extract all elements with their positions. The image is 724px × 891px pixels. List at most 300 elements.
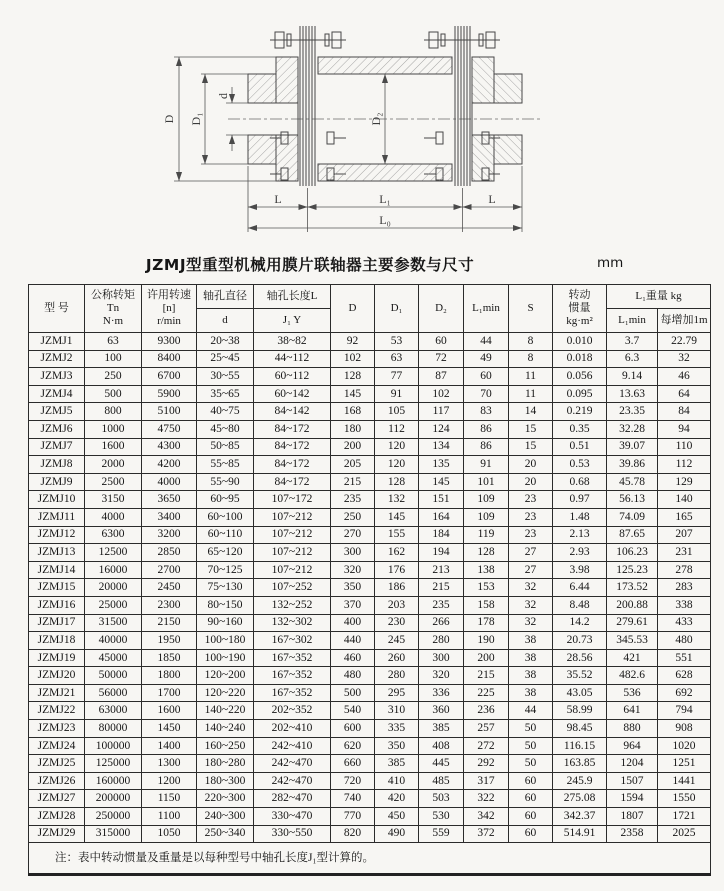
cell-D2: 280 xyxy=(419,632,464,650)
cell-weight-L1min: 421 xyxy=(607,649,658,667)
cell-L1min: 83 xyxy=(464,403,509,421)
cell-L1min: 44 xyxy=(464,333,509,351)
cell-bore-len: 84~172 xyxy=(254,420,331,438)
cell-S: 60 xyxy=(509,772,553,790)
cell-D: 500 xyxy=(331,684,375,702)
cell-S: 44 xyxy=(509,702,553,720)
cell-D2: 135 xyxy=(419,456,464,474)
cell-L1min: 158 xyxy=(464,596,509,614)
cell-torque: 100000 xyxy=(85,737,142,755)
col-header-bore-length: 轴孔长度L xyxy=(254,285,331,309)
cell-weight-per-m: 231 xyxy=(658,544,711,562)
cell-bore-len: 38~82 xyxy=(254,333,331,351)
cell-bore-dia: 80~150 xyxy=(197,596,254,614)
cell-torque: 80000 xyxy=(85,720,142,738)
cell-bore-len: 167~302 xyxy=(254,632,331,650)
coupling-technical-drawing xyxy=(0,0,724,250)
cell-D: 250 xyxy=(331,508,375,526)
cell-D: 180 xyxy=(331,420,375,438)
table-row xyxy=(29,755,711,773)
cell-weight-L1min: 1204 xyxy=(607,755,658,773)
cell-weight-per-m: 84 xyxy=(658,403,711,421)
cell-L1min: 109 xyxy=(464,491,509,509)
cell-bore-dia: 50~85 xyxy=(197,438,254,456)
cell-bore-dia: 100~190 xyxy=(197,649,254,667)
cell-D2: 72 xyxy=(419,350,464,368)
table-row xyxy=(29,790,711,808)
table-row xyxy=(29,368,711,386)
cell-weight-per-m: 165 xyxy=(658,508,711,526)
cell-bore-dia: 240~300 xyxy=(197,808,254,826)
cell-model: JZMJ26 xyxy=(29,772,85,790)
cell-speed: 2700 xyxy=(142,561,197,579)
cell-D1: 128 xyxy=(375,473,419,491)
cell-bore-dia: 90~160 xyxy=(197,614,254,632)
cell-bore-len: 60~142 xyxy=(254,385,331,403)
cell-bore-len: 60~112 xyxy=(254,368,331,386)
table-row xyxy=(29,403,711,421)
cell-model: JZMJ29 xyxy=(29,825,85,843)
cell-speed: 8400 xyxy=(142,350,197,368)
cell-S: 32 xyxy=(509,596,553,614)
cell-bore-len: 242~410 xyxy=(254,737,331,755)
cell-weight-per-m: 110 xyxy=(658,438,711,456)
cell-weight-per-m: 46 xyxy=(658,368,711,386)
dim-label-L-right: L xyxy=(488,192,496,206)
parameters-table xyxy=(28,284,711,876)
cell-inertia: 0.095 xyxy=(553,385,607,403)
cell-weight-L1min: 45.78 xyxy=(607,473,658,491)
cell-weight-per-m: 551 xyxy=(658,649,711,667)
cell-bore-dia: 140~240 xyxy=(197,720,254,738)
col-header-bore-diameter-sub: d xyxy=(197,309,254,333)
cell-model: JZMJ12 xyxy=(29,526,85,544)
cell-S: 11 xyxy=(509,368,553,386)
cell-inertia: 20.73 xyxy=(553,632,607,650)
table-row xyxy=(29,667,711,685)
cell-weight-per-m: 480 xyxy=(658,632,711,650)
cell-bore-dia: 65~120 xyxy=(197,544,254,562)
cell-weight-L1min: 39.07 xyxy=(607,438,658,456)
bolt-mid xyxy=(270,132,346,144)
cell-model: JZMJ7 xyxy=(29,438,85,456)
cell-speed: 2300 xyxy=(142,596,197,614)
cell-D: 92 xyxy=(331,333,375,351)
cell-inertia: 0.056 xyxy=(553,368,607,386)
cell-S: 32 xyxy=(509,614,553,632)
cell-L1min: 190 xyxy=(464,632,509,650)
cell-bore-dia: 120~200 xyxy=(197,667,254,685)
cell-D1: 310 xyxy=(375,702,419,720)
cell-inertia: 1.48 xyxy=(553,508,607,526)
cell-bore-dia: 180~280 xyxy=(197,755,254,773)
cell-D2: 117 xyxy=(419,403,464,421)
cell-D2: 320 xyxy=(419,667,464,685)
dim-label-L-left: L xyxy=(274,192,282,206)
cell-speed: 3200 xyxy=(142,526,197,544)
cell-bore-len: 84~172 xyxy=(254,438,331,456)
cell-weight-per-m: 22.79 xyxy=(658,333,711,351)
cell-torque: 315000 xyxy=(85,825,142,843)
cell-model: JZMJ17 xyxy=(29,614,85,632)
cell-speed: 1300 xyxy=(142,755,197,773)
cell-bore-dia: 180~300 xyxy=(197,772,254,790)
cell-bore-dia: 30~55 xyxy=(197,368,254,386)
cell-weight-L1min: 87.65 xyxy=(607,526,658,544)
cell-torque: 4000 xyxy=(85,508,142,526)
cell-weight-L1min: 39.86 xyxy=(607,456,658,474)
cell-D: 320 xyxy=(331,561,375,579)
hub-left xyxy=(248,26,346,186)
cell-S: 50 xyxy=(509,737,553,755)
cell-D2: 530 xyxy=(419,808,464,826)
cell-bore-dia: 25~45 xyxy=(197,350,254,368)
cell-D2: 266 xyxy=(419,614,464,632)
cell-inertia: 0.51 xyxy=(553,438,607,456)
cell-D2: 134 xyxy=(419,438,464,456)
cell-bore-len: 132~302 xyxy=(254,614,331,632)
cell-bore-len: 242~470 xyxy=(254,755,331,773)
table-row xyxy=(29,632,711,650)
cell-model: JZMJ14 xyxy=(29,561,85,579)
cell-speed: 4200 xyxy=(142,456,197,474)
cell-L1min: 91 xyxy=(464,456,509,474)
col-header-bore-length-sub: J₁ Y xyxy=(254,309,331,333)
cell-bore-dia: 60~110 xyxy=(197,526,254,544)
cell-L1min: 215 xyxy=(464,667,509,685)
cell-D: 600 xyxy=(331,720,375,738)
cell-D: 128 xyxy=(331,368,375,386)
cell-bore-len: 107~172 xyxy=(254,491,331,509)
cell-D2: 87 xyxy=(419,368,464,386)
table-row xyxy=(29,825,711,843)
cell-bore-len: 330~470 xyxy=(254,808,331,826)
cell-D2: 145 xyxy=(419,473,464,491)
cell-D1: 112 xyxy=(375,420,419,438)
cell-D1: 203 xyxy=(375,596,419,614)
table-row xyxy=(29,772,711,790)
cell-weight-per-m: 283 xyxy=(658,579,711,597)
dim-label-D1: D₁ xyxy=(189,112,203,126)
cell-L1min: 272 xyxy=(464,737,509,755)
cell-model: JZMJ22 xyxy=(29,702,85,720)
cell-D: 460 xyxy=(331,649,375,667)
cell-bore-dia: 60~100 xyxy=(197,508,254,526)
dim-label-D2: D₂ xyxy=(369,112,383,126)
table-row xyxy=(29,333,711,351)
cell-bore-len: 167~352 xyxy=(254,667,331,685)
cell-D: 215 xyxy=(331,473,375,491)
cell-inertia: 43.05 xyxy=(553,684,607,702)
cell-bore-len: 84~142 xyxy=(254,403,331,421)
cell-D1: 91 xyxy=(375,385,419,403)
table-body xyxy=(29,333,711,843)
dim-label-L0: L₀ xyxy=(379,213,391,227)
cell-torque: 63 xyxy=(85,333,142,351)
cell-torque: 500 xyxy=(85,385,142,403)
diaphragm-pack xyxy=(300,26,315,186)
cell-S: 38 xyxy=(509,684,553,702)
cell-torque: 1600 xyxy=(85,438,142,456)
cell-D2: 503 xyxy=(419,790,464,808)
cell-inertia: 98.45 xyxy=(553,720,607,738)
cell-model: JZMJ5 xyxy=(29,403,85,421)
cell-weight-per-m: 2025 xyxy=(658,825,711,843)
cell-L1min: 292 xyxy=(464,755,509,773)
cell-weight-L1min: 6.3 xyxy=(607,350,658,368)
cell-S: 23 xyxy=(509,526,553,544)
cell-inertia: 0.010 xyxy=(553,333,607,351)
cell-model: JZMJ11 xyxy=(29,508,85,526)
cell-model: JZMJ20 xyxy=(29,667,85,685)
cell-weight-L1min: 964 xyxy=(607,737,658,755)
cell-speed: 1400 xyxy=(142,737,197,755)
cell-weight-per-m: 1441 xyxy=(658,772,711,790)
cell-torque: 40000 xyxy=(85,632,142,650)
cell-model: JZMJ10 xyxy=(29,491,85,509)
cell-bore-len: 132~252 xyxy=(254,596,331,614)
cell-weight-per-m: 129 xyxy=(658,473,711,491)
cell-torque: 800 xyxy=(85,403,142,421)
cell-D2: 408 xyxy=(419,737,464,755)
cell-D2: 336 xyxy=(419,684,464,702)
cell-D: 400 xyxy=(331,614,375,632)
cell-torque: 12500 xyxy=(85,544,142,562)
cell-weight-L1min: 1594 xyxy=(607,790,658,808)
cell-inertia: 35.52 xyxy=(553,667,607,685)
cell-D1: 490 xyxy=(375,825,419,843)
cell-speed: 1100 xyxy=(142,808,197,826)
cell-torque: 56000 xyxy=(85,684,142,702)
cell-L1min: 86 xyxy=(464,420,509,438)
cell-weight-per-m: 64 xyxy=(658,385,711,403)
cell-bore-len: 107~212 xyxy=(254,561,331,579)
cell-speed: 1850 xyxy=(142,649,197,667)
cell-weight-L1min: 1507 xyxy=(607,772,658,790)
cell-model: JZMJ4 xyxy=(29,385,85,403)
cell-model: JZMJ13 xyxy=(29,544,85,562)
cell-D: 300 xyxy=(331,544,375,562)
cell-inertia: 163.85 xyxy=(553,755,607,773)
cell-bore-dia: 140~220 xyxy=(197,702,254,720)
cell-S: 8 xyxy=(509,333,553,351)
cell-model: JZMJ1 xyxy=(29,333,85,351)
cell-weight-L1min: 23.35 xyxy=(607,403,658,421)
cell-torque: 16000 xyxy=(85,561,142,579)
cell-bore-len: 107~212 xyxy=(254,508,331,526)
cell-D2: 60 xyxy=(419,333,464,351)
cell-weight-L1min: 106.23 xyxy=(607,544,658,562)
table-row xyxy=(29,420,711,438)
col-header-weight-per-m: 每增加1m xyxy=(658,309,711,333)
cell-D1: 145 xyxy=(375,508,419,526)
dim-label-D: D xyxy=(162,114,176,124)
cell-D1: 186 xyxy=(375,579,419,597)
cell-torque: 50000 xyxy=(85,667,142,685)
cell-model: JZMJ25 xyxy=(29,755,85,773)
dim-label-L1: L₁ xyxy=(379,192,391,206)
table-row xyxy=(29,491,711,509)
cell-S: 15 xyxy=(509,420,553,438)
cell-bore-len: 44~112 xyxy=(254,350,331,368)
cell-weight-per-m: 140 xyxy=(658,491,711,509)
cell-weight-per-m: 794 xyxy=(658,702,711,720)
title-bar xyxy=(0,253,724,277)
cell-D: 820 xyxy=(331,825,375,843)
cell-model: JZMJ23 xyxy=(29,720,85,738)
col-header-S: S xyxy=(509,285,553,333)
cell-bore-len: 202~352 xyxy=(254,702,331,720)
cell-model: JZMJ18 xyxy=(29,632,85,650)
cell-D2: 213 xyxy=(419,561,464,579)
cell-D2: 445 xyxy=(419,755,464,773)
col-header-weight-group: L₁重量 kg xyxy=(607,285,711,309)
table-row xyxy=(29,544,711,562)
hub-right xyxy=(424,26,522,186)
cell-speed: 5100 xyxy=(142,403,197,421)
cell-D2: 151 xyxy=(419,491,464,509)
cell-torque: 160000 xyxy=(85,772,142,790)
cell-bore-len: 167~352 xyxy=(254,684,331,702)
cell-L1min: 86 xyxy=(464,438,509,456)
cell-L1min: 317 xyxy=(464,772,509,790)
cell-weight-per-m: 338 xyxy=(658,596,711,614)
cell-L1min: 236 xyxy=(464,702,509,720)
cell-D1: 410 xyxy=(375,772,419,790)
cell-D: 440 xyxy=(331,632,375,650)
cell-bore-dia: 20~38 xyxy=(197,333,254,351)
cell-bore-dia: 70~125 xyxy=(197,561,254,579)
cell-bore-dia: 75~130 xyxy=(197,579,254,597)
cell-bore-len: 202~410 xyxy=(254,720,331,738)
cell-weight-L1min: 13.63 xyxy=(607,385,658,403)
cell-D1: 162 xyxy=(375,544,419,562)
cell-bore-dia: 35~65 xyxy=(197,385,254,403)
cell-D1: 53 xyxy=(375,333,419,351)
cell-D: 168 xyxy=(331,403,375,421)
cell-speed: 3400 xyxy=(142,508,197,526)
cell-D1: 120 xyxy=(375,456,419,474)
cell-weight-L1min: 345.53 xyxy=(607,632,658,650)
cell-inertia: 6.44 xyxy=(553,579,607,597)
col-header-speed: 许用转速 [n] r/min xyxy=(142,285,197,333)
cell-D: 350 xyxy=(331,579,375,597)
cell-D: 200 xyxy=(331,438,375,456)
table-header xyxy=(29,285,711,333)
col-header-L1min: L₁min xyxy=(464,285,509,333)
cell-bore-dia: 55~90 xyxy=(197,473,254,491)
cell-D1: 120 xyxy=(375,438,419,456)
col-header-bore-diameter: 轴孔直径 xyxy=(197,285,254,309)
cell-bore-len: 107~252 xyxy=(254,579,331,597)
cell-weight-per-m: 692 xyxy=(658,684,711,702)
cell-torque: 100 xyxy=(85,350,142,368)
cell-S: 11 xyxy=(509,385,553,403)
cell-inertia: 0.53 xyxy=(553,456,607,474)
cell-L1min: 109 xyxy=(464,508,509,526)
cell-inertia: 0.35 xyxy=(553,420,607,438)
table-row xyxy=(29,561,711,579)
cell-weight-per-m: 1251 xyxy=(658,755,711,773)
cell-weight-L1min: 125.23 xyxy=(607,561,658,579)
cell-weight-per-m: 1550 xyxy=(658,790,711,808)
cell-L1min: 342 xyxy=(464,808,509,826)
cell-torque: 6300 xyxy=(85,526,142,544)
table-row xyxy=(29,456,711,474)
cell-D2: 360 xyxy=(419,702,464,720)
cell-inertia: 275.08 xyxy=(553,790,607,808)
cell-speed: 1600 xyxy=(142,702,197,720)
col-header-D2: D₂ xyxy=(419,285,464,333)
cell-D1: 132 xyxy=(375,491,419,509)
cell-L1min: 138 xyxy=(464,561,509,579)
cell-L1min: 49 xyxy=(464,350,509,368)
cell-S: 23 xyxy=(509,508,553,526)
cell-S: 50 xyxy=(509,755,553,773)
cell-torque: 63000 xyxy=(85,702,142,720)
cell-weight-L1min: 74.09 xyxy=(607,508,658,526)
cell-inertia: 245.9 xyxy=(553,772,607,790)
cell-S: 27 xyxy=(509,561,553,579)
cell-inertia: 116.15 xyxy=(553,737,607,755)
cell-inertia: 8.48 xyxy=(553,596,607,614)
cell-torque: 20000 xyxy=(85,579,142,597)
cell-bore-dia: 120~220 xyxy=(197,684,254,702)
cell-L1min: 372 xyxy=(464,825,509,843)
cell-bore-len: 282~470 xyxy=(254,790,331,808)
cell-inertia: 2.93 xyxy=(553,544,607,562)
cell-model: JZMJ24 xyxy=(29,737,85,755)
cell-D2: 124 xyxy=(419,420,464,438)
table-row xyxy=(29,438,711,456)
cell-weight-L1min: 279.61 xyxy=(607,614,658,632)
cell-bore-dia: 60~95 xyxy=(197,491,254,509)
cell-D1: 245 xyxy=(375,632,419,650)
cell-D: 102 xyxy=(331,350,375,368)
cell-bore-len: 242~470 xyxy=(254,772,331,790)
cell-S: 20 xyxy=(509,473,553,491)
cell-L1min: 322 xyxy=(464,790,509,808)
cell-model: JZMJ3 xyxy=(29,368,85,386)
cell-weight-L1min: 2358 xyxy=(607,825,658,843)
cell-D2: 194 xyxy=(419,544,464,562)
table-row xyxy=(29,385,711,403)
cell-D2: 215 xyxy=(419,579,464,597)
cell-weight-per-m: 32 xyxy=(658,350,711,368)
cell-L1min: 101 xyxy=(464,473,509,491)
cell-weight-L1min: 3.7 xyxy=(607,333,658,351)
cell-D: 370 xyxy=(331,596,375,614)
cell-bore-dia: 220~300 xyxy=(197,790,254,808)
cell-L1min: 128 xyxy=(464,544,509,562)
cell-weight-L1min: 536 xyxy=(607,684,658,702)
cell-D1: 335 xyxy=(375,720,419,738)
col-header-torque: 公称转矩 Tn N·m xyxy=(85,285,142,333)
cell-model: JZMJ16 xyxy=(29,596,85,614)
table-row xyxy=(29,579,711,597)
cell-speed: 4300 xyxy=(142,438,197,456)
cell-S: 15 xyxy=(509,438,553,456)
table-row xyxy=(29,702,711,720)
cell-D1: 450 xyxy=(375,808,419,826)
cell-D: 740 xyxy=(331,790,375,808)
cell-D2: 164 xyxy=(419,508,464,526)
cell-S: 32 xyxy=(509,579,553,597)
cell-D2: 235 xyxy=(419,596,464,614)
cell-D2: 559 xyxy=(419,825,464,843)
cell-D: 480 xyxy=(331,667,375,685)
cell-weight-per-m: 207 xyxy=(658,526,711,544)
